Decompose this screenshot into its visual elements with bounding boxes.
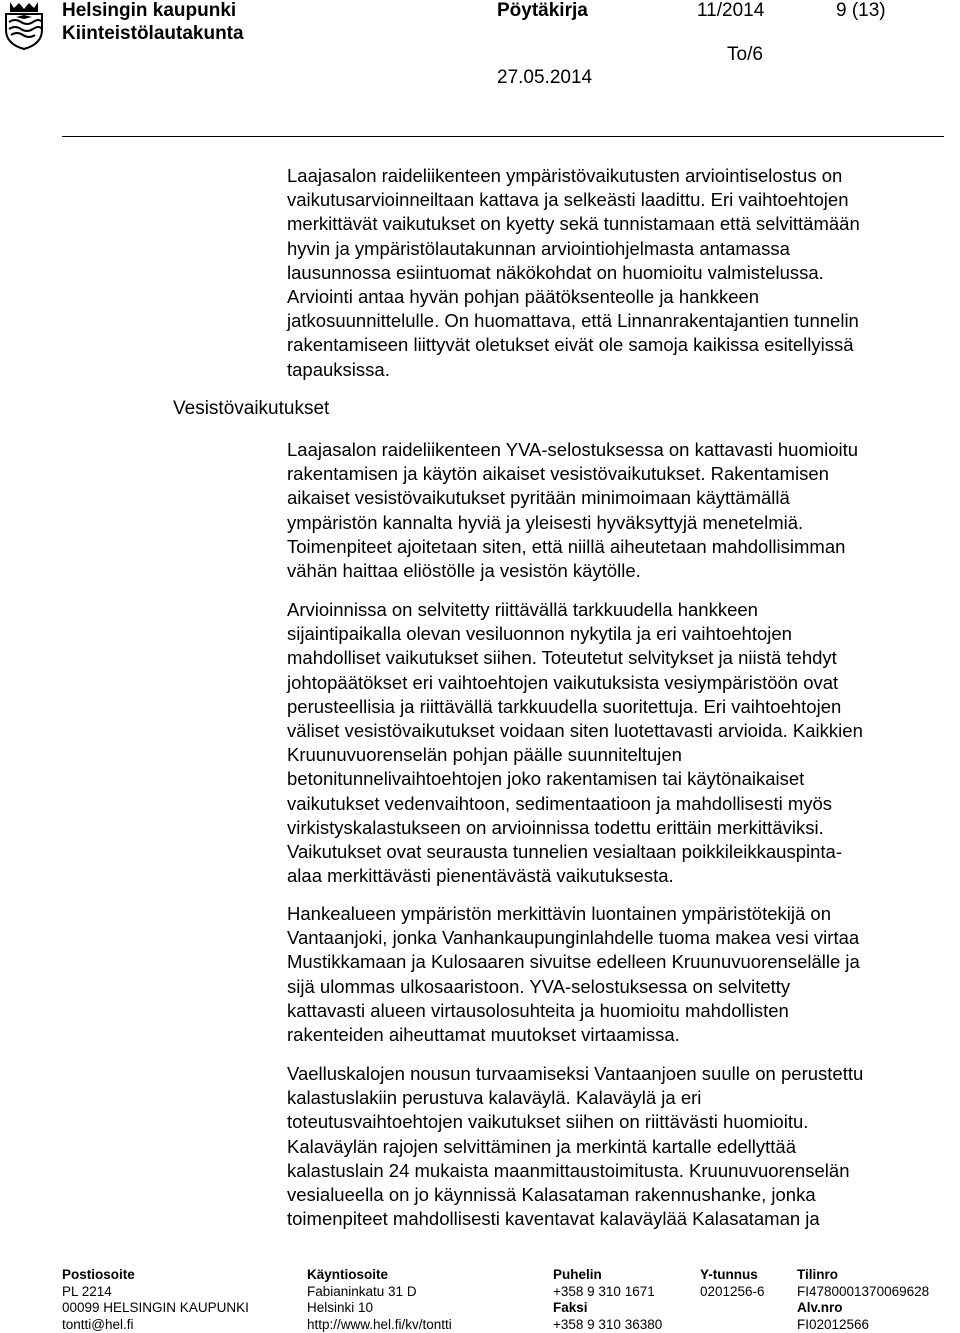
paragraph-line: hyvin ja ympäristölautakunnan arviointiohjelmasta antamassa [287, 237, 947, 261]
paragraph-line: perusteellisia ja riittävällä tarkkuudella suoritettuja. Eri vaihtoehtojen [287, 695, 947, 719]
paragraph-3 [287, 598, 947, 888]
footer-email-link[interactable]: tontti@hel.fi [62, 1317, 249, 1333]
paragraph-line: kalastuslain 24 mukaista maanmittaustoimitusta. Kruunuvuorenselän [287, 1159, 947, 1183]
helsinki-crest-icon [2, 0, 46, 50]
paragraph-line: Arvioinnissa on selvitetty riittävällä tarkkuudella hankkeen [287, 598, 947, 622]
footer-phone-value: +358 9 310 1671 [553, 1284, 662, 1301]
section-heading: Vesistövaikutukset [173, 397, 329, 421]
paragraph-line: kattavasti alueen virtausolosuhteita ja huomioitu mahdollisten [287, 999, 947, 1023]
footer-business-id-value: 0201256-6 [700, 1284, 765, 1301]
footer-website-link[interactable]: http://www.hel.fi/kv/tontti [307, 1317, 452, 1333]
paragraph-5 [287, 1062, 947, 1231]
footer-fax-heading: Faksi [553, 1300, 662, 1317]
footer-business-id-heading: Y-tunnus [700, 1267, 765, 1284]
agenda-item: To/6 [727, 43, 763, 66]
paragraph-line: rakentamiseen liittyvät oletukset eivät ole samoja kaikissa esitellyissä [287, 333, 947, 357]
paragraph-line: aikaiset vesistövaikutukset pyritään minimoimaan käyttämällä [287, 486, 947, 510]
paragraph-line: Kalaväylän rajojen selvittäminen ja merkintä kartalle edellyttää [287, 1135, 947, 1159]
paragraph-line: virkistyskalastukseen on arvioinnissa todettu erittäin merkittäviksi. [287, 816, 947, 840]
paragraph-line: mahdolliset vaikutukset siihen. Toteutetut selvitykset ja niistä tehdyt [287, 646, 947, 670]
paragraph-2 [287, 438, 947, 583]
document-number: 11/2014 [697, 0, 764, 22]
page-number: 9 (13) [836, 0, 886, 22]
meeting-date: 27.05.2014 [497, 66, 592, 89]
paragraph-line: vesialueella on jo käynnissä Kalasataman rakennushanke, jonka [287, 1183, 947, 1207]
footer-postal-line: PL 2214 [62, 1284, 249, 1301]
paragraph-line: alaa merkittävästi pienentävästä vaikutuksesta. [287, 864, 947, 888]
organization-name: Helsingin kaupunki [62, 0, 244, 22]
footer-phone [553, 1267, 662, 1333]
footer-account [797, 1267, 929, 1333]
paragraph-line: vaikutukset vedenvaihtoon, sedimentaatioon ja mahdollisesti myös [287, 792, 947, 816]
footer-vat-value: FI02012566 [797, 1317, 929, 1333]
paragraph-line: toteutusvaihtoehtojen vaikutukset siihen on riittävästi huomioitu. [287, 1110, 947, 1134]
footer-postal-line: 00099 HELSINGIN KAUPUNKI [62, 1300, 249, 1317]
footer-visiting-line: Fabianinkatu 31 D [307, 1284, 452, 1301]
paragraph-line: Kruunuvuorenselän pohjan päälle suunniteltujen [287, 743, 947, 767]
paragraph-line: jatkosuunnittelulle. On huomattava, että Linnanrakentajantien tunnelin [287, 309, 947, 333]
paragraph-line: Vantaanjoki, jonka Vanhankaupunginlahdelle tuoma makea vesi virtaa [287, 926, 947, 950]
paragraph-line: Toimenpiteet ajoitetaan siten, että niillä aiheutetaan mahdollisimman [287, 535, 947, 559]
paragraph-line: Vaelluskalojen nousun turvaamiseksi Vantaanjoen suulle on perustettu [287, 1062, 947, 1086]
board-name: Kiinteistölautakunta [62, 22, 244, 45]
paragraph-line: Mustikkamaan ja Kulosaaren sivuitse edelleen Kruunuvuorenselälle ja [287, 950, 947, 974]
paragraph-line: toimenpiteet mahdollisesti kaventavat kalaväylää Kalasataman ja [287, 1207, 947, 1231]
paragraph-4 [287, 902, 947, 1047]
organization-block [62, 0, 244, 45]
paragraph-line: Hankealueen ympäristön merkittävin luontainen ympäristötekijä on [287, 902, 947, 926]
footer-postal-heading: Postiosoite [62, 1267, 249, 1284]
footer-visiting [307, 1267, 452, 1333]
footer-account-value: FI4780001370069628 [797, 1284, 929, 1301]
paragraph-line: Laajasalon raideliikenteen YVA-selostuksessa on kattavasti huomioitu [287, 438, 947, 462]
paragraph-line: Arviointi antaa hyvän pohjan päätöksenteolle ja hankkeen [287, 285, 947, 309]
paragraph-1 [287, 164, 947, 382]
footer-postal [62, 1267, 249, 1333]
paragraph-line: väliset vesistövaikutukset voidaan siten luotettavasti arvioida. Kaikkien [287, 719, 947, 743]
paragraph-line: sijaintipaikalla olevan vesiluonnon nykytila ja eri vaihtoehtojen [287, 622, 947, 646]
footer-vat-heading: Alv.nro [797, 1300, 929, 1317]
paragraph-line: vaikutusarvioinneiltaan kattava ja selkeästi laadittu. Eri vaihtoehtojen [287, 188, 947, 212]
header-divider [62, 136, 944, 137]
footer-visiting-line: Helsinki 10 [307, 1300, 452, 1317]
paragraph-line: rakenteiden aiheuttamat muutokset virtaamissa. [287, 1023, 947, 1047]
paragraph-line: Vaikutukset ovat seurausta tunnelien vesialtaan poikkileikkauspinta- [287, 840, 947, 864]
paragraph-line: rakentamisen ja käytön aikaiset vesistövaikutukset. Rakentamisen [287, 462, 947, 486]
footer-business-id [700, 1267, 765, 1300]
footer-fax-value: +358 9 310 36380 [553, 1317, 662, 1333]
paragraph-line: ympäristön kannalta hyviä ja yleisesti hyväksyttyjä menetelmiä. [287, 511, 947, 535]
footer-phone-heading: Puhelin [553, 1267, 662, 1284]
document-type: Pöytäkirja [497, 0, 588, 22]
paragraph-line: vähän haittaa eliöstölle ja vesistön käytölle. [287, 559, 947, 583]
footer-account-heading: Tilinro [797, 1267, 929, 1284]
paragraph-line: Laajasalon raideliikenteen ympäristövaikutusten arviointiselostus on [287, 164, 947, 188]
paragraph-line: lausunnossa esiintuomat näkökohdat on huomioitu valmistelussa. [287, 261, 947, 285]
paragraph-line: merkittävät vaikutukset on kyetty sekä tunnistamaan että selvittämään [287, 212, 947, 236]
paragraph-line: kalastuslakiin perustuva kalaväylä. Kalaväylä ja eri [287, 1086, 947, 1110]
paragraph-line: betonitunnelivaihtoehtojen joko rakentamisen tai käytönaikaiset [287, 767, 947, 791]
paragraph-line: sijä ulommas ulkosaaristoon. YVA-selostuksessa on selvitetty [287, 975, 947, 999]
footer-visiting-heading: Käyntiosoite [307, 1267, 452, 1284]
paragraph-line: tapauksissa. [287, 358, 947, 382]
paragraph-line: johtopäätökset eri vaihtoehtojen vaikutuksista vesiympäristöön ovat [287, 671, 947, 695]
